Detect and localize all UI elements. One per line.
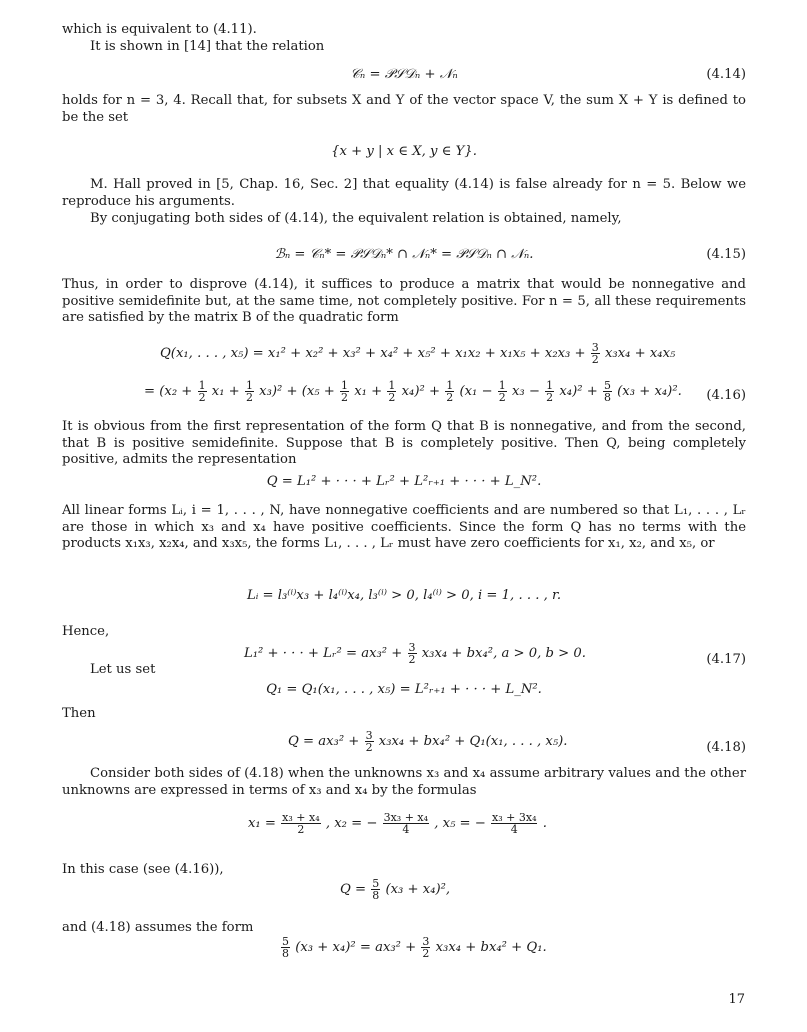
x2-lhs: , x₂ = − (325, 816, 378, 831)
fraction-three-halves (408, 642, 417, 665)
equation-4-15 (62, 247, 746, 264)
fraction-three-halves (365, 730, 374, 753)
eq-part: x₃x₄ + bx₄² + Q₁. (435, 940, 547, 955)
fraction-numerator: 5 (603, 379, 611, 392)
fraction-numerator: 1 (198, 379, 206, 392)
eq-part: Q = ax₃² + (288, 734, 360, 749)
equation-Q1-body: Q₁ = Q₁(x₁, . . . , x₅) = L²ᵣ₊₁ + · · · + L_N². (266, 682, 542, 697)
eq-part: = (x₂ + (144, 384, 193, 399)
equation-4-16a-left: Q(x₁, . . . , x₅) = x₁² + x₂² + x₃² + x₄² + x₅² + x₁x₂ + x₁x₅ + x₂x₃ + (160, 346, 586, 361)
eq-part: (x₃ + x₄)². (617, 384, 682, 399)
paragraph-4: M. Hall proved in [5, Chap. 16, Sec. 2] that equality (4.14) is false already for n = 5. Below we reproduce his arguments. (62, 177, 746, 209)
fraction-numerator: x₃ + 3x₄ (492, 811, 537, 824)
fraction-three-halves (591, 342, 600, 365)
fraction-denominator: 2 (341, 391, 349, 404)
paragraph-2: It is shown in [14] that the relation (90, 39, 325, 54)
fraction-denominator: 4 (402, 823, 410, 836)
fraction-denominator: 8 (372, 889, 380, 902)
fraction-denominator: 2 (365, 741, 373, 754)
set-definition (62, 144, 746, 161)
fraction-denominator: 2 (297, 823, 305, 836)
fraction-half (445, 380, 454, 403)
equation-4-16-number: (4.16) (706, 388, 746, 403)
equation-4-16b-body (144, 380, 682, 403)
fraction-numerator: x₃ + x₄ (282, 811, 320, 824)
hence-label: Hence, (62, 624, 110, 639)
fraction-half (498, 380, 507, 403)
set-definition-body: {x + y | x ∈ X, y ∈ Y}. (331, 144, 477, 159)
fraction-denominator: 8 (282, 947, 289, 960)
in-this-case: In this case (see (4.16)), (62, 862, 224, 877)
fraction-half (387, 380, 396, 403)
fraction-denominator: 8 (603, 391, 611, 404)
eq-part: (x₃ + x₄)², (385, 882, 451, 897)
eq-part: (x₁ − (459, 384, 493, 399)
equation-4-18-body (288, 730, 567, 753)
equation-4-15-body: ℬₙ = 𝒞ₙ* = 𝒫𝒮𝒟ₙ* ∩ 𝒩ₙ* = 𝒫𝒮𝒟ₙ ∩ 𝒩ₙ. (274, 247, 534, 262)
substitution-formulas (248, 812, 547, 835)
equation-4-14-number: (4.14) (706, 67, 746, 82)
equation-final (280, 936, 547, 959)
let-us-set: Let us set (90, 662, 156, 677)
fraction-numerator: 3x₃ + x₄ (383, 811, 429, 824)
then-label: Then (62, 706, 96, 721)
eq-part: x₃ − (511, 384, 540, 399)
fraction-denominator: 2 (408, 653, 416, 666)
eq-part: (x₃ + x₄)² = ax₃² + (295, 940, 417, 955)
equation-4-16a-right: x₃x₄ + x₄x₅ (604, 346, 676, 361)
fraction-denominator: 2 (198, 391, 206, 404)
paragraph-6: Thus, in order to disprove (4.14), it suffices to produce a matrix that would be nonnegative and positive semidefinite but, at the same time, not completely positive. For n = 5, all these requirements are satisfied by the matrix B of the quadratic form (62, 277, 746, 325)
equation-4-16-line-1 (160, 342, 675, 365)
eq-part: x₃)² + (x₅ + (259, 384, 335, 399)
fraction-numerator: 5 (282, 935, 289, 948)
x5-lhs: , x₅ = − (434, 816, 486, 831)
fraction-denominator: 2 (591, 353, 599, 366)
paragraph-5: By conjugating both sides of (4.14), the equivalent relation is obtained, namely, (90, 211, 622, 226)
eq-part: x₁ + (211, 384, 240, 399)
eq-part: x₄)² + (401, 384, 441, 399)
fraction-half (245, 380, 254, 403)
equation-Li-body: Lᵢ = l₃⁽ⁱ⁾x₃ + l₄⁽ⁱ⁾x₄, l₃⁽ⁱ⁾ > 0, l₄⁽ⁱ⁾ > 0, i = 1, . . . , r. (246, 588, 562, 603)
fraction-denominator: 2 (546, 391, 554, 404)
paragraph-1: which is equivalent to (4.11). (62, 22, 257, 37)
eq-part: Q = (340, 882, 367, 897)
paragraph-8: All linear forms Lᵢ, i = 1, . . . , N, have nonnegative coefficients and are numbered so that L₁, . . . , Lᵣ are those in which x₃ and x₄ have positive coefficients. Since the form Q has no terms with the products x₁x₃, x₂x₄, and x₃x₅, the forms L₁, . . . , Lᵣ must have zero coefficients for x₁, x₂, and x₅, or (62, 503, 746, 551)
fraction-numerator: 3 (591, 341, 599, 354)
fraction-x2 (383, 812, 429, 835)
fraction-five-eighths (281, 936, 290, 959)
paragraph-7: It is obvious from the first representation of the form Q that B is nonnegative, and from the second, that B is positive semidefinite. Suppose that B is completely positive. Then Q, being completely positive, admits the representation (62, 419, 746, 467)
equation-4-14 (62, 67, 746, 84)
fraction-half (340, 380, 349, 403)
fraction-numerator: 1 (341, 379, 349, 392)
equation-4-14-body: 𝒞ₙ = 𝒫𝒮𝒟ₙ + 𝒩ₙ (350, 67, 458, 82)
fraction-denominator: 2 (498, 391, 506, 404)
equation-4-17-number: (4.17) (706, 652, 746, 667)
paragraph-3: holds for n = 3, 4. Recall that, for subsets X and Y of the vector space V, the sum X + Y is defined to be the set (62, 93, 746, 125)
fraction-numerator: 5 (372, 877, 380, 890)
fraction-x5 (491, 812, 537, 835)
fraction-numerator: 1 (546, 379, 554, 392)
fraction-numerator: 1 (388, 379, 396, 392)
equation-Li (62, 588, 746, 605)
equation-Q-representation (62, 474, 746, 491)
fraction-numerator: 1 (245, 379, 253, 392)
fraction-half (545, 380, 554, 403)
fraction-x1 (281, 812, 320, 835)
fraction-half (198, 380, 207, 403)
and-form: and (4.18) assumes the form (62, 920, 254, 935)
eq-part: L₁² + · · · + Lᵣ² = ax₃² + (244, 646, 403, 661)
eq-part: x₃x₄ + bx₄², a > 0, b > 0. (421, 646, 586, 661)
x1-lhs: x₁ = (248, 816, 276, 831)
paragraph-9: Consider both sides of (4.18) when the unknowns x₃ and x₄ assume arbitrary values and the other unknowns are expressed in terms of x₃ and x₄ by the formulas (62, 766, 746, 798)
fraction-numerator: 3 (422, 935, 430, 948)
fraction-numerator: 3 (365, 729, 373, 742)
equation-4-18-number: (4.18) (706, 740, 746, 755)
fraction-five-eighths (371, 878, 380, 901)
equation-Q-five-eighths (340, 878, 450, 901)
fraction-denominator: 2 (388, 391, 396, 404)
fraction-five-eighths (603, 380, 612, 403)
equation-4-17-body (244, 642, 586, 665)
fraction-denominator: 4 (510, 823, 518, 836)
fraction-numerator: 1 (446, 379, 454, 392)
fraction-denominator: 2 (245, 391, 253, 404)
x5-end: . (542, 816, 547, 831)
fraction-three-halves (421, 936, 430, 959)
equation-4-15-number: (4.15) (706, 247, 746, 262)
equation-Q1 (62, 682, 746, 699)
equation-Q-representation-body: Q = L₁² + · · · + Lᵣ² + L²ᵣ₊₁ + · · · + L_N². (266, 474, 542, 489)
fraction-numerator: 3 (408, 641, 416, 654)
eq-part: x₁ + (354, 384, 383, 399)
fraction-denominator: 2 (446, 391, 454, 404)
eq-part: x₄)² + (559, 384, 598, 399)
page-number: 17 (728, 992, 745, 1007)
fraction-numerator: 1 (498, 379, 506, 392)
fraction-denominator: 2 (422, 947, 430, 960)
eq-part: x₃x₄ + bx₄² + Q₁(x₁, . . . , x₅). (378, 734, 568, 749)
